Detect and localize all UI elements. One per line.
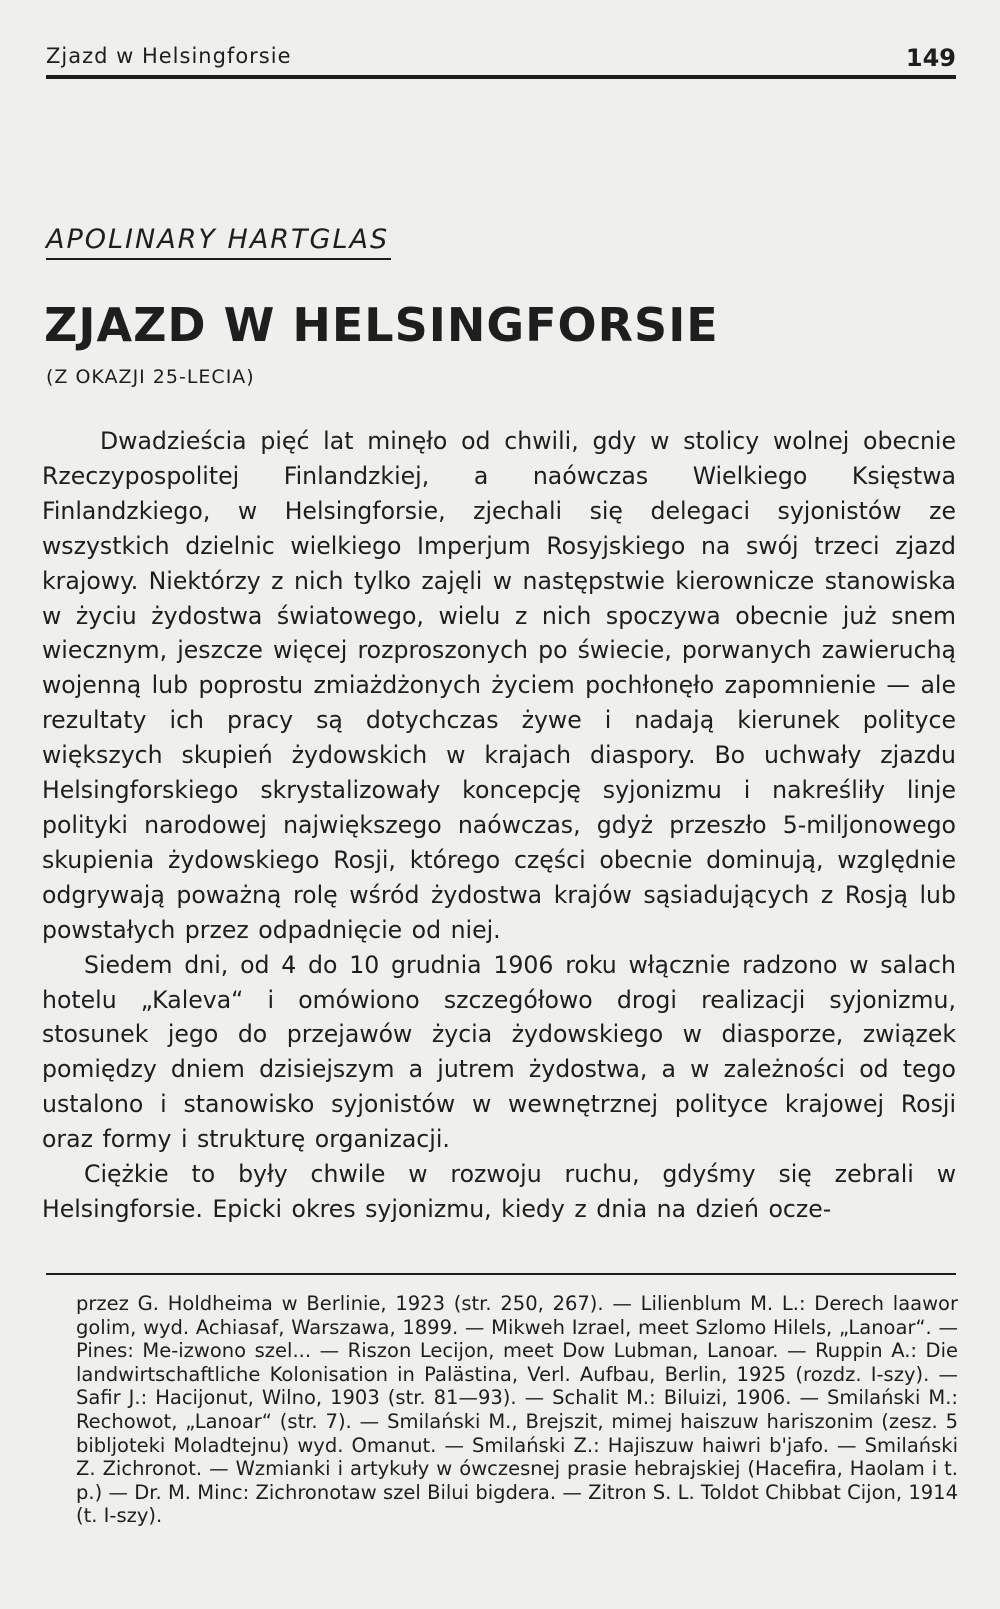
article-title: ZJAZD W HELSINGFORSIE xyxy=(44,298,719,352)
body-paragraph: Siedem dni, od 4 do 10 grudnia 1906 roku włącznie radzono w salach hotelu „Kaleva“ i omówiono szczegółowo drogi realizacji syjonizmu, stosunek jego do przejawów życia żydowskiego w diasporze, związek pomiędzy dniem dzisiejszym a jutrem żydostwa, a w zależności od tego ustalono i stanowisko syjonistów w wewnętrznej polityce krajowej Rosji oraz formy i strukturę organizacji. xyxy=(42,950,956,1154)
running-header xyxy=(46,44,956,74)
author-name: APOLINARY HARTGLAS xyxy=(46,224,391,260)
page-number: 149 xyxy=(905,44,956,72)
body-paragraph: Ciężkie to były chwile w rozwoju ruchu, gdyśmy się zebrali w Helsingforsie. Epicki okres syjonizmu, kiedy z dnia na dzień ocze- xyxy=(42,1160,956,1223)
footnote-bibliography xyxy=(76,1292,958,1528)
body-paragraph: Dwadzieścia pięć lat minęło od chwili, gdy w stolicy wolnej obecnie Rzeczypospolitej Finlandzkiej, a naówczas Wielkiego Księstwa Finlandzkiego, w Helsingforsie, zjechali się delegaci syjonistów ze wszystkich dzielnic wielkiego Imperjum Rosyjskiego na swój trzeci zjazd krajowy. Niektórzy z nich tylko zajęli w następstwie kierownicze stanowiska w życiu żydostwa światowego, wielu z nich spoczywa obecnie już snem wiecznym, jeszcze więcej rozproszonych po świecie, porwanych zawieruchą wojenną lub poprostu zmiażdżonych życiem pochłonęło zapomnienie — ale rezultaty ich pracy są dotychczas żywe i nadają kierunek polityce większych skupień żydowskich w krajach diaspory. Bo uchwały zjazdu Helsingforskiego skrystalizowały koncepcję syjonizmu i nakreśliły linje polityki narodowej największego naówczas, gdyż przeszło 5-miljonowego skupienia żydowskiego Rosji, którego części obecnie dominują, względnie odgrywają poważną rolę wśród żydostwa krajów sąsiadujących z Rosją lub powstałych przez odpadnięcie od niej. xyxy=(42,427,956,944)
footnote-rule xyxy=(46,1273,956,1275)
article-body xyxy=(42,424,956,1227)
footnote-text: przez G. Holdheima w Berlinie, 1923 (str. 250, 267). — Lilienblum M. L.: Derech laawor golim, wyd. Achiasaf, Warszawa, 1899. — Mikweh Izrael, meet Szlomo Hilels, „Lanoar“. — Pines: Me-izwono szel... — Riszon Lecijon, meet Dow Lubman, Lanoar. — Ruppin A.: Die landwirtschaftliche Kolonisation in Palästina, Verl. Aufbau, Berlin, 1925 (rozdz. I-szy). — Safir J.: Hacijonut, Wilno, 1903 (str. 81—93). — Schalit M.: Biluizi, 1906. — Smilański M.: Rechowot, „Lanoar“ (str. 7). — Smilański M., Brejszit, mimej haiszuw hariszonim (zesz. 5 bibljoteki Moladtejnu) wyd. Omanut. — Smilański Z.: Hajiszuw haiwri b'jafo. — Smilański Z. Zichronot. — Wzmianki i artykuły w ówczesnej prasie hebrajskiej (Hacefira, Haolam i t. p.) — Dr. M. Minc: Zichronotaw szel Bilui bigdera. — Zitron S. L. Toldot Chibbat Cijon, 1914 (t. I-szy). xyxy=(76,1292,958,1528)
running-head-title: Zjazd w Helsingforsie xyxy=(46,44,292,68)
article-subtitle: (Z OKAZJI 25-LECIA) xyxy=(46,366,255,388)
header-rule xyxy=(46,75,956,79)
